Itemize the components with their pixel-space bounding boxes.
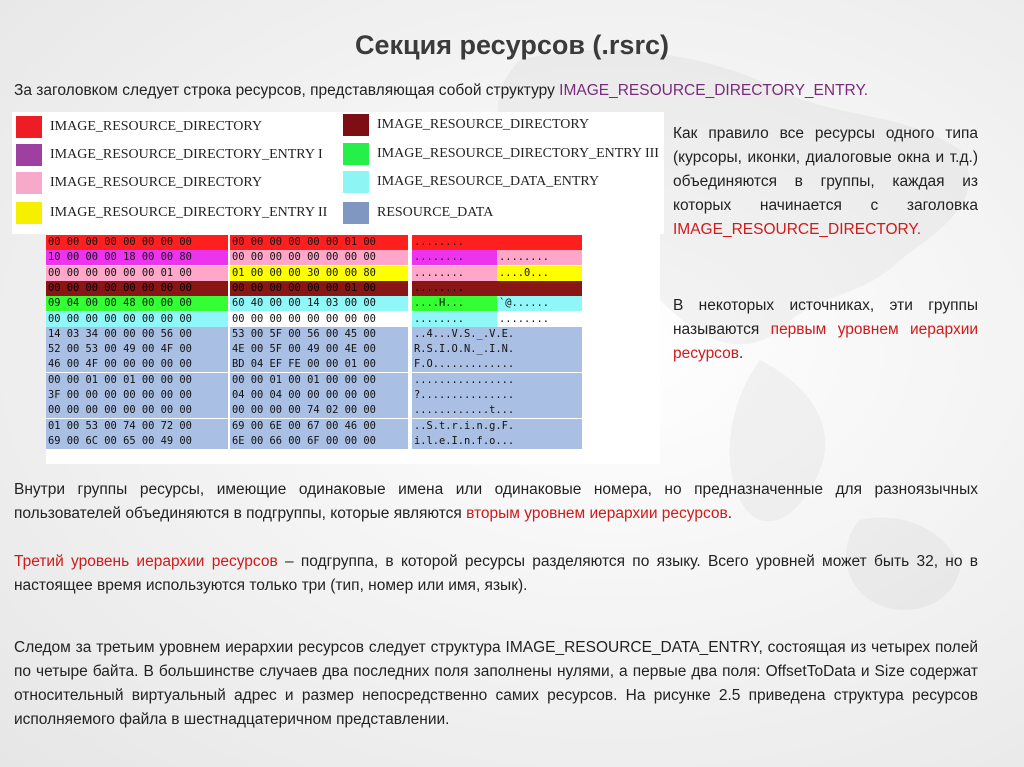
body-paragraph-highlight: вторым уровнем иерархии ресурсов [466, 505, 728, 522]
legend-label: IMAGE_RESOURCE_DIRECTORY_ENTRY II [50, 205, 328, 220]
legend-item [16, 143, 323, 167]
ascii-text: `@...... [497, 296, 582, 311]
right-paragraph-first-level [673, 294, 978, 366]
hex-row [46, 388, 660, 403]
legend-label: IMAGE_RESOURCE_DIRECTORY_ENTRY III [377, 146, 659, 161]
hex-bytes: 00 00 01 00 01 00 00 00 [230, 373, 408, 388]
legend-item [16, 115, 262, 139]
hex-bytes: 53 00 5F 00 56 00 45 00 [230, 327, 408, 342]
body-paragraph-data-entry: Следом за третьим уровнем иерархии ресурсов следует структура IMAGE_RESOURCE_DATA_ENTRY, состоящая из четырех полей по четыре байта. В большинстве случаев два последних поля заполнены нулями, а первые два поля: OffsetToData и Size содержат относительный виртуальный адрес и размер непосредственно самих ресурсов. На рисунке 2.5 приведена структура ресурсов исполняемого файла в шестнадцатеричном представлении. [14, 639, 978, 728]
hex-bytes: 69 00 6E 00 67 00 46 00 [230, 419, 408, 434]
hex-row [46, 357, 660, 372]
ascii-text: R.S.I.O.N._.I.N. [412, 342, 582, 357]
body-paragraph-highlight: Третий уровень иерархии ресурсов [14, 553, 278, 570]
legend-label: IMAGE_RESOURCE_DATA_ENTRY [377, 174, 600, 189]
legend-label: IMAGE_RESOURCE_DIRECTORY [50, 119, 263, 134]
hex-bytes: 00 00 00 00 00 00 00 00 [230, 312, 408, 327]
hex-bytes: 00 00 00 00 00 00 00 00 [230, 250, 408, 265]
legend-item [16, 171, 262, 195]
body-paragraph-text: Внутри группы ресурсы, имеющие одинаковые имена или одинаковые номера, но предназначенные для разноязычных пользователей объединяются в подгруппы, которые являются [14, 481, 978, 522]
hex-bytes: 01 00 00 00 30 00 00 80 [230, 266, 408, 281]
ascii-text: ........ [497, 312, 582, 327]
hex-bytes: 00 00 00 00 00 00 00 00 [46, 235, 228, 250]
ascii-text: ?............... [412, 388, 582, 403]
hex-bytes: 04 00 04 00 00 00 00 00 [230, 388, 408, 403]
hex-row [46, 403, 660, 418]
body-paragraph-third-level [14, 550, 978, 598]
right-paragraph-text: В некоторых источниках, эти группы называются [673, 297, 978, 338]
structure-legend [12, 112, 664, 234]
intro-highlight: IMAGE_RESOURCE_DIRECTORY_ENTRY. [559, 82, 869, 99]
legend-item [343, 142, 659, 166]
ascii-text: ..4...V.S._.V.E. [412, 327, 582, 342]
legend-swatch [16, 172, 42, 194]
hex-bytes: 4E 00 5F 00 49 00 4E 00 [230, 342, 408, 357]
body-paragraph-text: – подгруппа, в которой ресурсы разделяются по языку. Всего уровней может быть 32, но в настоящее время используются только три (тип, номер или имя, язык). [14, 553, 978, 594]
hex-bytes: 52 00 53 00 49 00 4F 00 [46, 342, 228, 357]
hex-bytes: 3F 00 00 00 00 00 00 00 [46, 388, 228, 403]
hex-bytes: 01 00 53 00 74 00 72 00 [46, 419, 228, 434]
legend-label: IMAGE_RESOURCE_DIRECTORY [50, 175, 263, 190]
hex-bytes: 09 04 00 00 48 00 00 00 [46, 296, 228, 311]
hex-bytes: 00 00 00 00 00 00 01 00 [230, 235, 408, 250]
legend-item [343, 113, 589, 137]
hex-bytes: 00 00 00 00 00 00 01 00 [230, 281, 408, 296]
hex-row [46, 250, 660, 265]
slide-title: Секция ресурсов (.rsrc) [355, 30, 669, 60]
legend-item [16, 201, 327, 225]
legend-label: IMAGE_RESOURCE_DIRECTORY_ENTRY I [50, 147, 323, 162]
hex-bytes: 00 00 00 00 00 00 00 00 [46, 312, 228, 327]
ascii-text: ..S.t.r.i.n.g.F. [412, 419, 582, 434]
hex-bytes: 00 00 00 00 00 00 00 00 [46, 403, 228, 418]
hex-row [46, 327, 660, 342]
legend-swatch [16, 144, 42, 166]
legend-swatch [343, 114, 369, 136]
legend-item [343, 201, 493, 225]
legend-swatch [16, 116, 42, 138]
hex-bytes: 10 00 00 00 18 00 00 80 [46, 250, 228, 265]
ascii-text: ........ [497, 250, 582, 265]
legend-swatch [16, 202, 42, 224]
ascii-text: ........ [412, 250, 497, 265]
hex-bytes: 46 00 4F 00 00 00 00 00 [46, 357, 228, 372]
ascii-text: ....0... [497, 266, 582, 281]
legend-swatch [343, 171, 369, 193]
right-paragraph-highlight: первым уровнем иерархии ресурсов [673, 321, 979, 362]
legend-item [343, 170, 599, 194]
hex-bytes: 00 00 00 00 74 02 00 00 [230, 403, 408, 418]
right-paragraph-after: . [738, 345, 744, 362]
legend-label: RESOURCE_DATA [377, 205, 494, 220]
right-paragraph-text: Как правило все ресурсы одного типа (курсоры, иконки, диалоговые окна и т.д.) объединяются в группы, каждая из которых начинается с заголовка [673, 125, 978, 214]
hex-row [46, 296, 660, 311]
right-paragraph-highlight: IMAGE_RESOURCE_DIRECTORY. [673, 221, 922, 238]
hex-row [46, 281, 660, 296]
ascii-text: ........ [412, 266, 497, 281]
hex-bytes: 60 40 00 00 14 03 00 00 [230, 296, 408, 311]
ascii-text: ........ [412, 281, 582, 296]
hex-bytes: 14 03 34 00 00 00 56 00 [46, 327, 228, 342]
hex-row [46, 373, 660, 388]
legend-swatch [343, 143, 369, 165]
ascii-text: ........ [412, 235, 582, 250]
hex-bytes: 6E 00 66 00 6F 00 00 00 [230, 434, 408, 449]
ascii-text: ....H... [412, 296, 497, 311]
ascii-text: i.l.e.I.n.f.o... [412, 434, 582, 449]
hex-dump-figure [46, 234, 660, 464]
ascii-text: ................ [412, 373, 582, 388]
hex-row [46, 342, 660, 357]
hex-bytes: 00 00 00 00 00 00 01 00 [46, 266, 228, 281]
hex-row [46, 266, 660, 281]
right-paragraph-groups [673, 122, 978, 242]
hex-bytes: 00 00 01 00 01 00 00 00 [46, 373, 228, 388]
body-paragraph-second-level [14, 478, 978, 526]
body-paragraph-after: . [727, 505, 733, 522]
hex-bytes: 69 00 6C 00 65 00 49 00 [46, 434, 228, 449]
hex-row [46, 312, 660, 327]
hex-row [46, 419, 660, 434]
intro-text-main: За заголовком следует строка ресурсов, представляющая собой структуру [14, 82, 560, 99]
hex-row [46, 434, 660, 449]
legend-swatch [343, 202, 369, 224]
legend-label: IMAGE_RESOURCE_DIRECTORY [377, 117, 590, 132]
ascii-text: F.O............. [412, 357, 582, 372]
hex-bytes: 00 00 00 00 00 00 00 00 [46, 281, 228, 296]
hex-row [46, 235, 660, 250]
intro-text [14, 82, 1004, 100]
hex-bytes: BD 04 EF FE 00 00 01 00 [230, 357, 408, 372]
ascii-text: ........ [412, 312, 497, 327]
ascii-text: ............t... [412, 403, 582, 418]
